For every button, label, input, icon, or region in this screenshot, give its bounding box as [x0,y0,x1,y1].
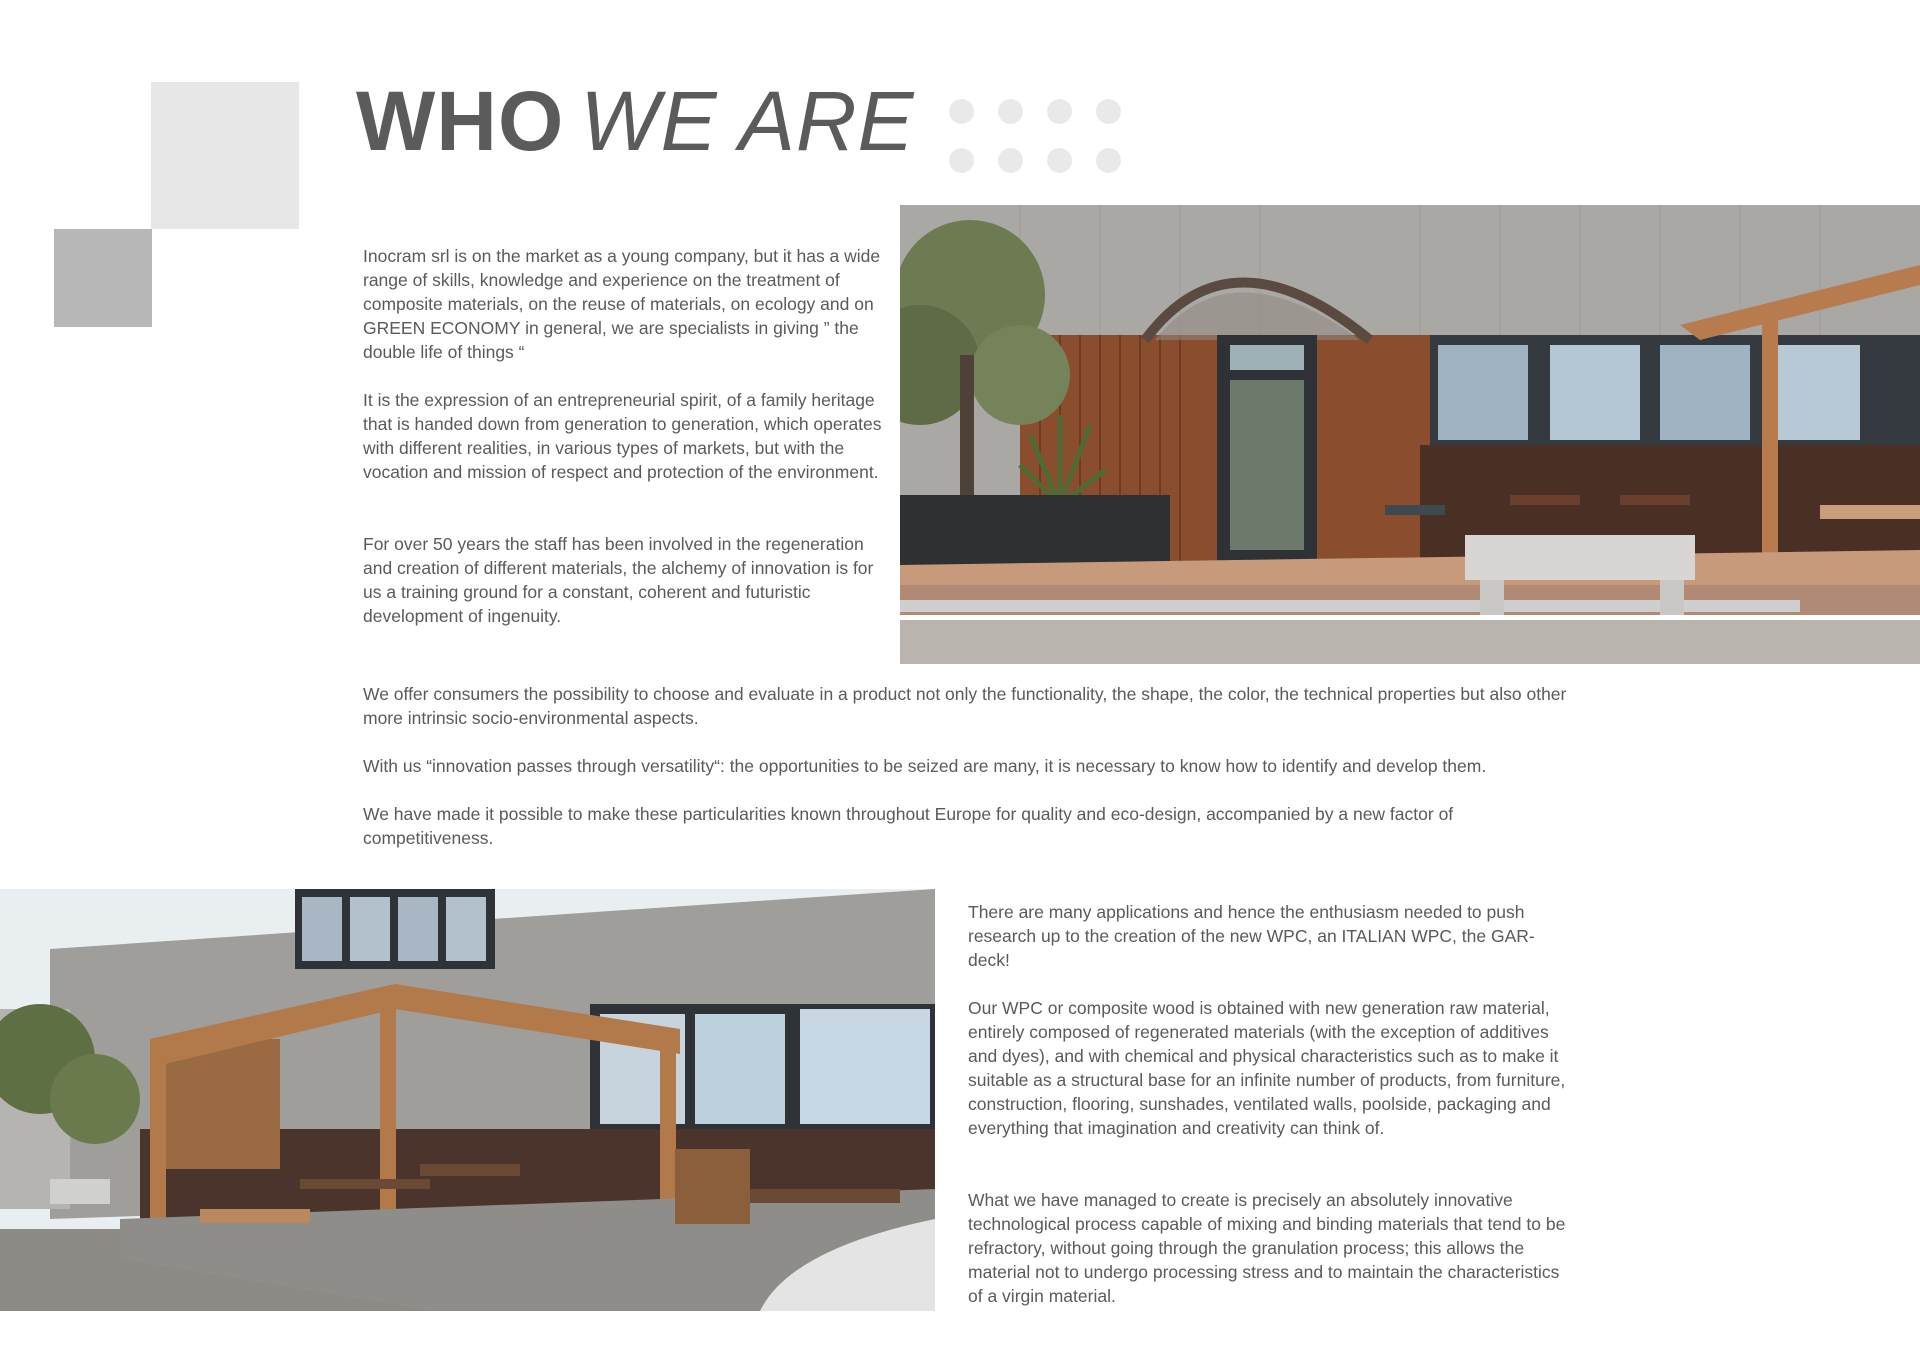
decorative-dot [1096,99,1121,124]
decorative-dot [998,99,1023,124]
decorative-dot [1047,99,1072,124]
process-paragraph: What we have managed to create is precisely an absolutely innovative technological process capable of mixing and binding materials that tend to be refractory, without going through the granulation process; this allows the material not to undergo processing stress and to maintain the characteristics of a virgin material. [968,1190,1566,1306]
consumer-paragraph: We offer consumers the possibility to choose and evaluate in a product not only the functionality, the shape, the color, the technical properties but also other more intrinsic socio-environmental aspects. [363,684,1567,728]
intro-paragraph: Inocram srl is on the market as a young company, but it has a wide range of skills, knowledge and experience on the treatment of composite materials, on the reuse of materials, on ecology and on GREEN ECONOMY in general, we are specialists in giving ” the double life of things “ [363,246,881,362]
applications-paragraph: There are many applications and hence the enthusiasm needed to push research up to the creation of the new WPC, an ITALIAN WPC, the GAR-deck! [968,902,1535,970]
decorative-dot-grid [949,99,1121,175]
innovation-paragraph: With us “innovation passes through versatility“: the opportunities to be seized are many, it is necessary to know how to identify and develop them. [363,756,1487,776]
wpc-paragraph: Our WPC or composite wood is obtained with new generation raw material, entirely composed of regenerated materials (with the exception of additives and dyes), and with chemical and physical characteristics such as to make it suitable as a structural base for an infinite number of products, from furniture, construction, flooring, sunshades, ventilated walls, poolside, packaging and everything that imagination and creativity can think of. [968,998,1566,1138]
decorative-dot [949,148,974,173]
building-exterior-photo [900,205,1920,664]
decorative-square-dark [54,229,152,327]
page-title [356,76,915,166]
pergola-patio-photo [0,889,935,1311]
experience-paragraph: For over 50 years the staff has been involved in the regeneration and creation of different materials, the alchemy of innovation is for us a training ground for a constant, coherent and futuristic development of ingenuity. [363,534,874,626]
title-italic-words: WE ARE [580,74,915,168]
title-bold-word: WHO [356,74,565,168]
decorative-dot [1047,148,1072,173]
decorative-square-light [151,82,299,229]
heritage-paragraph: It is the expression of an entrepreneurial spirit, of a family heritage that is handed down from generation to generation, which operates with different realities, in various types of markets, but with the vocation and mission of respect and protection of the environment. [363,390,882,482]
europe-paragraph: We have made it possible to make these particularities known throughout Europe for quality and eco-design, accompanied by a new factor of competitiveness. [363,804,1454,848]
decorative-dot [1096,148,1121,173]
decorative-dot [998,148,1023,173]
decorative-dot [949,99,974,124]
